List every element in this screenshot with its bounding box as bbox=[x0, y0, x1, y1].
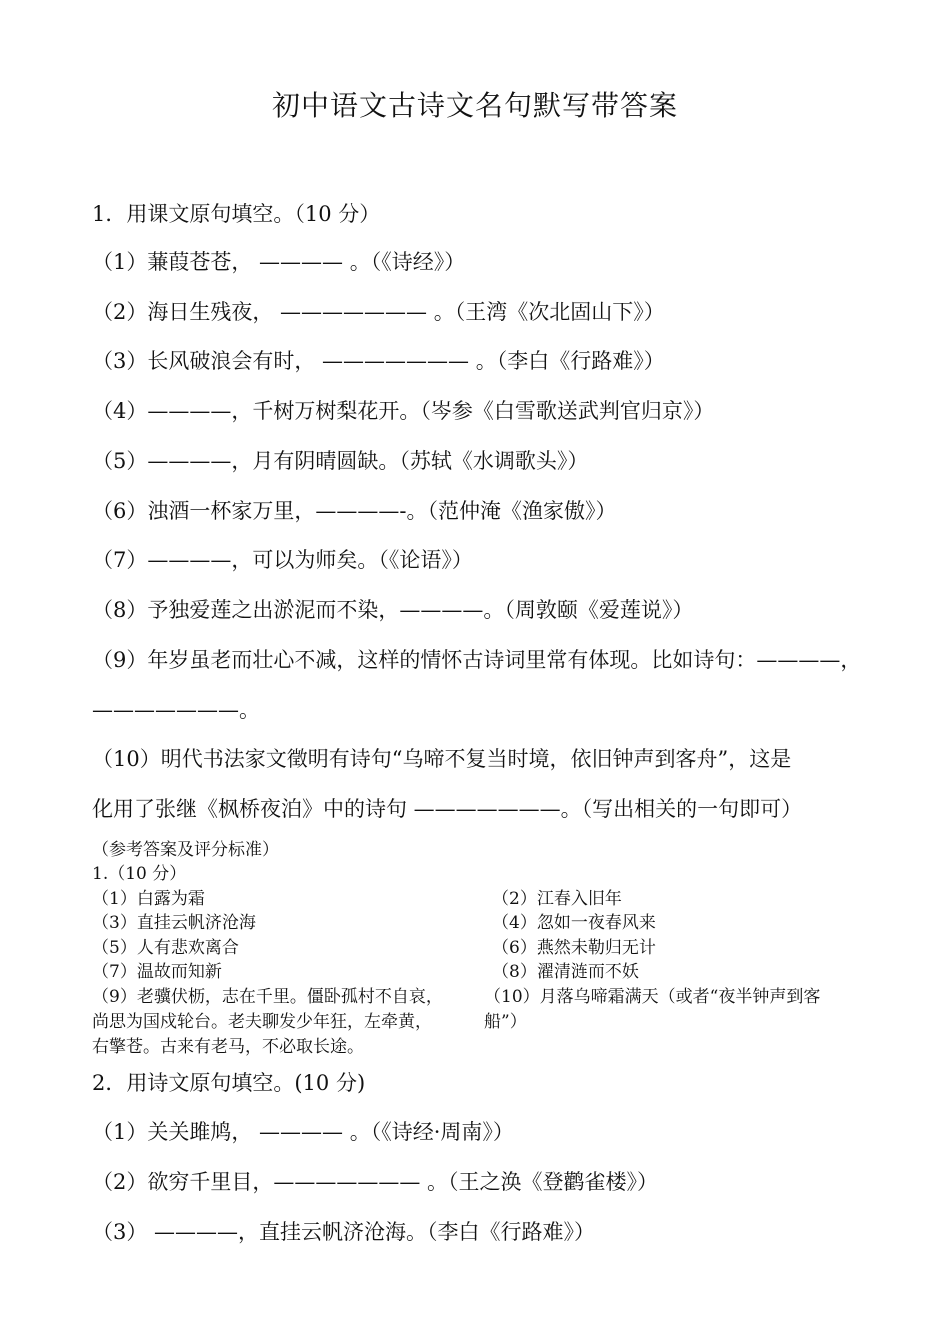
q1-item-7: （7）————，可以为师矣。（《论语》） bbox=[92, 548, 473, 572]
q1-item-9-line1: （9）年岁虽老而壮心不减，这样的情怀古诗词里常有体现。比如诗句：————， bbox=[92, 648, 862, 672]
answer-item-10-line: （10）月落乌啼霜满天（或者“夜半钟声到客 bbox=[484, 987, 821, 1007]
answer-item-6: （6）燕然未勒归无计 bbox=[492, 938, 656, 958]
q2-heading: 2．用诗文原句填空。(10 分) bbox=[92, 1071, 366, 1095]
answer-item-4: （4）忽如一夜春风来 bbox=[492, 913, 656, 933]
q1-heading: 1．用课文原句填空。（10 分） bbox=[92, 202, 381, 226]
answer-item-9-line: （9）老骥伏枥，志在千里。僵卧孤村不自哀， bbox=[92, 987, 443, 1007]
answer-item-3: （3）直挂云帆济沧海 bbox=[92, 913, 256, 933]
q2-item-3: （3） ————，直挂云帆济沧海。（李白《行路难》） bbox=[92, 1220, 596, 1244]
answers-heading: （参考答案及评分标准） bbox=[92, 840, 279, 860]
q1-item-8: （8）予独爱莲之出淤泥而不染，————。（周敦颐《爱莲说》） bbox=[92, 598, 694, 622]
answer-item-5: （5）人有悲欢离合 bbox=[92, 938, 239, 958]
q1-item-3: （3）长风破浪会有时， ——————— 。（李白《行路难》） bbox=[92, 349, 665, 373]
answer-item-7: （7）温故而知新 bbox=[92, 962, 222, 982]
q1-item-4: （4）————，千树万树梨花开。（岑参《白雪歌送武判官归京》） bbox=[92, 399, 715, 423]
q1-item-10-line1: （10）明代书法家文徵明有诗句“乌啼不复当时境，依旧钟声到客舟”，这是 bbox=[92, 747, 792, 771]
page-title: 初中语文古诗文名句默写带答案 bbox=[271, 89, 678, 122]
q1-item-2: （2）海日生残夜， ——————— 。（王湾《次北固山下》） bbox=[92, 300, 665, 324]
q1-item-9-line2: ———————。 bbox=[92, 698, 260, 722]
answer-item-9-line: 右擎苍。古来有老马，不必取长途。 bbox=[92, 1037, 364, 1057]
answer-item-10-line: 船”） bbox=[484, 1012, 527, 1032]
q1-item-5: （5）————，月有阴晴圆缺。（苏轼《水调歌头》） bbox=[92, 449, 589, 473]
q2-item-2: （2）欲穷千里目，——————— 。（王之涣《登鹳雀楼》） bbox=[92, 1170, 659, 1194]
q2-item-1: （1）关关雎鸠， ———— 。（《诗经·周南》） bbox=[92, 1120, 514, 1144]
answer-item-1: （1）白露为霜 bbox=[92, 889, 205, 909]
answers-sub-heading: 1.（10 分） bbox=[92, 864, 187, 884]
q1-item-10-line2: 化用了张继《枫桥夜泊》中的诗句 ———————。（写出相关的一句即可） bbox=[92, 797, 803, 821]
q1-item-6: （6）浊酒一杯家万里，————-。（范仲淹《渔家傲》） bbox=[92, 499, 617, 523]
answer-item-8: （8）濯清涟而不妖 bbox=[492, 962, 639, 982]
answer-item-9-line: 尚思为国戍轮台。老夫聊发少年狂，左牵黄， bbox=[92, 1012, 432, 1032]
q1-item-1: （1）蒹葭苍苍， ———— 。（《诗经》） bbox=[92, 250, 466, 274]
answer-item-2: （2）江春入旧年 bbox=[492, 889, 622, 909]
